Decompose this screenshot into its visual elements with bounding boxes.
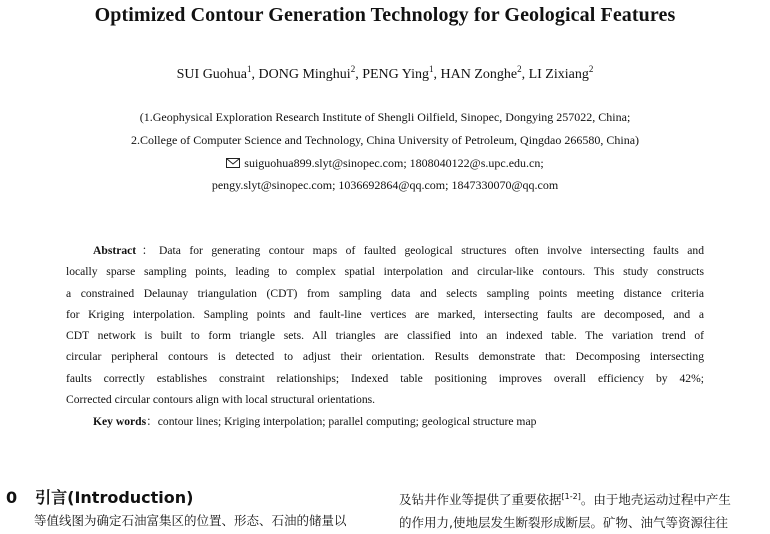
abstract-line: locally sparse sampling points, leading to complex spatial interpolation and circular-like contours. This study constructs [66,265,704,279]
author-name: PENG Ying [362,67,429,82]
body-text-left: 等值线图为确定石油富集区的位置、形态、石油的储量以 [34,513,347,528]
author-separator: , [433,67,441,82]
keywords-separator: ： [146,415,158,428]
author-separator: , [355,67,363,82]
abstract-line: CDT network is built to form triangle sets. All triangles are classified into an indexed table. The variation trend of [66,329,704,343]
abstract-line: a constrained Delaunay triangulation (CDT) from sampling data and selects sampling points meeting distance criteria [66,286,704,300]
paper-title: Optimized Contour Generation Technology for Geological Features [94,4,676,26]
author-separator: , [251,67,259,82]
keywords [93,413,536,429]
author-affiliation-mark: 2 [350,64,356,74]
email-text: suiguohua899.slyt@sinopec.com; 1808040122@s.upc.edu.cn; [244,156,544,170]
abstract [66,240,704,410]
author-affiliation-mark: 2 [588,64,594,74]
body-text-right [399,485,769,534]
abstract-line [66,240,704,261]
author-separator: , [521,67,529,82]
author-name: SUI Guohua [176,67,248,82]
abstract-line: circular peripheral contours is detected to adjust their orientation. Results demonstrate that: Decomposing intersecting [66,350,704,364]
envelope-icon [226,158,240,168]
abstract-text: Data for generating contour maps of faulted geological structures often involve intersecting faults and [158,244,704,257]
section-number: 0 [6,488,18,507]
author-affiliation-mark: 2 [517,64,522,74]
author-name: DONG Minghui [258,67,351,82]
author-affiliation-mark: 1 [247,64,252,74]
abstract-line: faults correctly establishes constraint relationships; Indexed table positioning improves overall efficiency by 42%; [66,371,704,385]
body-line [399,485,769,511]
author-affiliation-mark: 1 [428,64,434,74]
section-title: 引言(Introduction) [35,488,194,507]
keywords-text: contour lines; Kriging interpolation; parallel computing; geological structure map [157,415,537,428]
affiliation-line-2: 2.College of Computer Science and Technology, China University of Petroleum, Qingdao 266580, China) [130,133,640,147]
body-line: 的作用力,使地层发生断裂形成断层。矿物、油气等资源往往 [399,515,728,530]
body-text: 及钻井作业等提供了重要依据 [399,492,562,507]
author-name: LI Zixiang [528,67,589,82]
abstract-line: for Kriging interpolation. Sampling points and fault-line vertices are marked, intersecting faults are decomposed, and a [66,307,704,321]
affiliation-line-1: (1.Geophysical Exploration Research Institute of Shengli Oilfield, Sinopec, Dongying 257022, China; [139,110,631,124]
abstract-line: Corrected circular contours align with local structural orientations. [66,393,376,407]
email-line-2: pengy.slyt@sinopec.com; 1036692864@qq.com; 1847330070@qq.com [211,178,559,192]
author-list [0,64,770,83]
citation: [1-2] [561,492,581,501]
abstract-label: Abstract [93,244,137,257]
body-text: 。由于地壳运动过程中产生 [580,492,731,507]
author-name: HAN Zonghe [440,67,518,82]
abstract-label-separator: ： [136,244,159,257]
email-line-1 [0,156,770,171]
keywords-label: Key words [93,415,147,428]
section-heading [6,485,194,508]
